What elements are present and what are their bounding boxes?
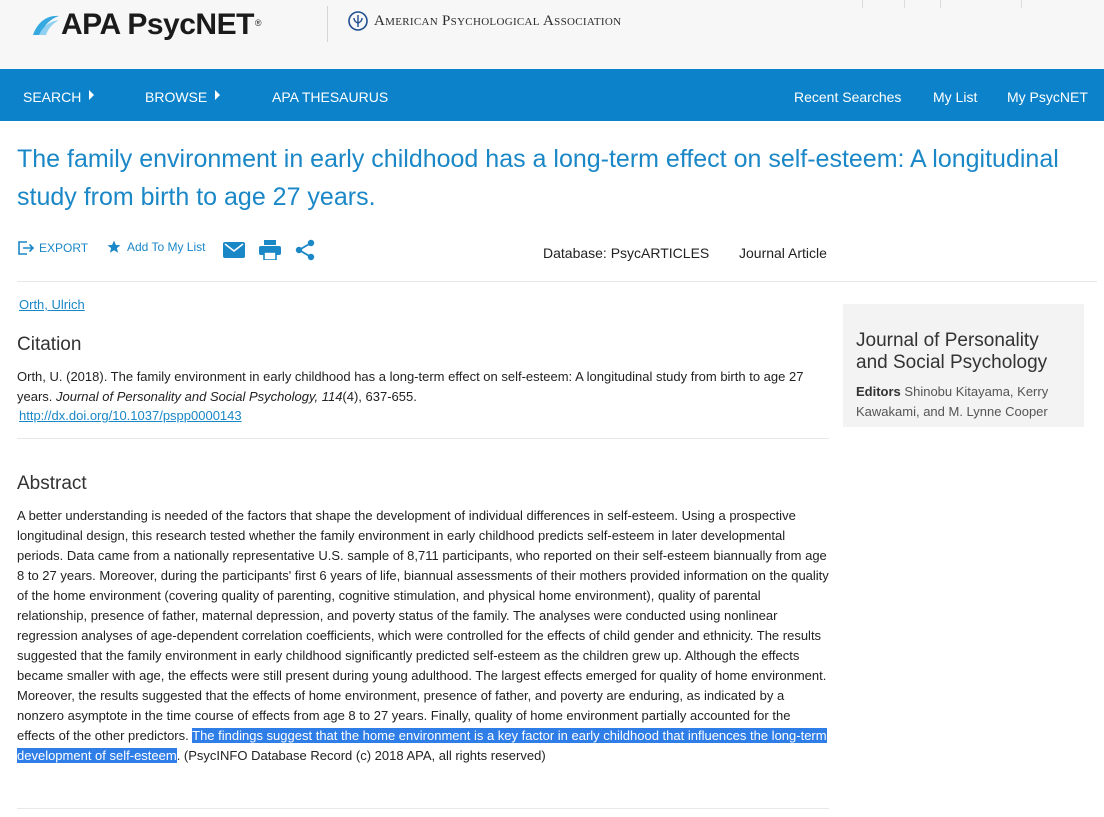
nav-search-label: SEARCH [23, 89, 82, 105]
site-header [0, 0, 1104, 69]
share-button[interactable] [294, 239, 316, 261]
nav-my-psycnet[interactable]: My PsycNET [1007, 89, 1088, 105]
article-title: The family environment in early childhood has a long-term effect on self-esteem: A longitudinal study from birth to age 27 years. [17, 145, 1059, 211]
email-icon [223, 242, 245, 258]
doi-link[interactable]: http://dx.doi.org/10.1037/pspp0000143 [19, 408, 242, 423]
journal-editors [856, 382, 1074, 422]
journal-card [843, 304, 1084, 427]
add-to-list-button[interactable] [107, 240, 205, 254]
action-toolbar [17, 237, 837, 265]
abstract-selected-text: The findings suggest that the home environment is a key factor in early childhood that influences the long-term development of self-esteem [17, 728, 827, 763]
caret-right-icon [215, 90, 220, 100]
registered-mark: ® [254, 18, 262, 28]
nav-browse[interactable] [145, 89, 220, 105]
caret-right-icon [89, 90, 94, 100]
logo-divider [327, 6, 328, 42]
header-divider [940, 0, 941, 8]
export-icon [17, 241, 35, 255]
header-divider [862, 0, 863, 8]
share-icon [294, 239, 316, 261]
nav-thesaurus[interactable]: APA THESAURUS [272, 89, 389, 105]
nav-browse-label: BROWSE [145, 89, 208, 105]
abstract-heading: Abstract [17, 473, 87, 494]
divider [17, 438, 829, 439]
divider [17, 281, 1097, 282]
header-divider [904, 0, 905, 8]
apa-org-name: American Psychological Association [374, 12, 622, 29]
export-label: EXPORT [39, 241, 89, 255]
citation-heading: Citation [17, 334, 82, 355]
divider [17, 808, 829, 809]
journal-title[interactable]: Journal of Personality and Social Psychology [856, 330, 1048, 373]
database-label: Database: PsycARTICLES [543, 245, 710, 261]
apa-org-link[interactable] [348, 11, 621, 31]
article-type: Journal Article [739, 245, 827, 261]
header-divider [1021, 0, 1022, 8]
citation-issue-pages: (4), 637-655. [342, 388, 417, 404]
nav-search[interactable] [23, 89, 94, 105]
abstract-body: A better understanding is needed of the factors that shape the development of individual differences in self-esteem. Using a prospective longitudinal design, this research tested whether the family environment in early childhood predicts self-esteem in later developmental periods. Data came from a nationally representative U.S. sample of 8,711 participants, who reported on their self-esteem biannually from age 8 to 27 years. Moreover, during the participants' first 6 years of life, biannual assessments of their mothers provided information on the quality of the home environment (covering quality of parenting, cognitive stimulation, and physical home environment), quality of parental relationship, presence of father, maternal depression, and poverty status of the family. The analyses were conducted using nonlinear regression analyses of age-dependent correlation coefficients, which were controlled for the effects of child gender and ethnicity. The results suggested that the family environment in early childhood significantly predicted self-esteem as the children grew up. Although the effects became smaller with age, the effects were still present during young adulthood. The largest effects emerged for quality of home environment. Moreover, the results suggested that the effects of home environment, presence of father, and poverty are enduring, as indicated by a nonzero asymptote in the time course of effects from age 8 to 27 years. Finally, quality of home environment partially accounted for the effects of the other predictors. [17, 508, 829, 743]
apa-seal-icon [348, 11, 368, 31]
email-button[interactable] [223, 242, 245, 258]
export-button[interactable] [17, 241, 88, 255]
citation-journal: Journal of Personality and Social Psychology, 114 [56, 388, 343, 404]
psycnet-swoosh-icon [32, 11, 60, 39]
print-button[interactable] [259, 240, 281, 260]
logo-text: APA PsycNET [61, 8, 254, 41]
nav-recent-searches[interactable]: Recent Searches [794, 89, 902, 105]
author-link[interactable]: Orth, Ulrich [19, 297, 85, 312]
abstract-tail: . (PsycINFO Database Record (c) 2018 APA, all rights reserved) [176, 748, 546, 763]
main-nav [0, 69, 1104, 121]
star-icon [107, 240, 121, 254]
print-icon [259, 240, 281, 260]
nav-my-list[interactable]: My List [933, 89, 978, 105]
editors-label: Editors [856, 384, 901, 399]
psycnet-logo[interactable] [32, 8, 262, 42]
abstract-text [17, 506, 829, 766]
citation-text [17, 367, 807, 426]
add-to-list-label: Add To My List [127, 240, 206, 254]
citation-body: Orth, U. (2018). The family environment in early childhood has a long-term effect on self-esteem: A longitudinal study from birth to age 27 years. [17, 369, 804, 404]
editors-names: Shinobu Kitayama, Kerry Kawakami, and M. Lynne Cooper [856, 384, 1049, 419]
